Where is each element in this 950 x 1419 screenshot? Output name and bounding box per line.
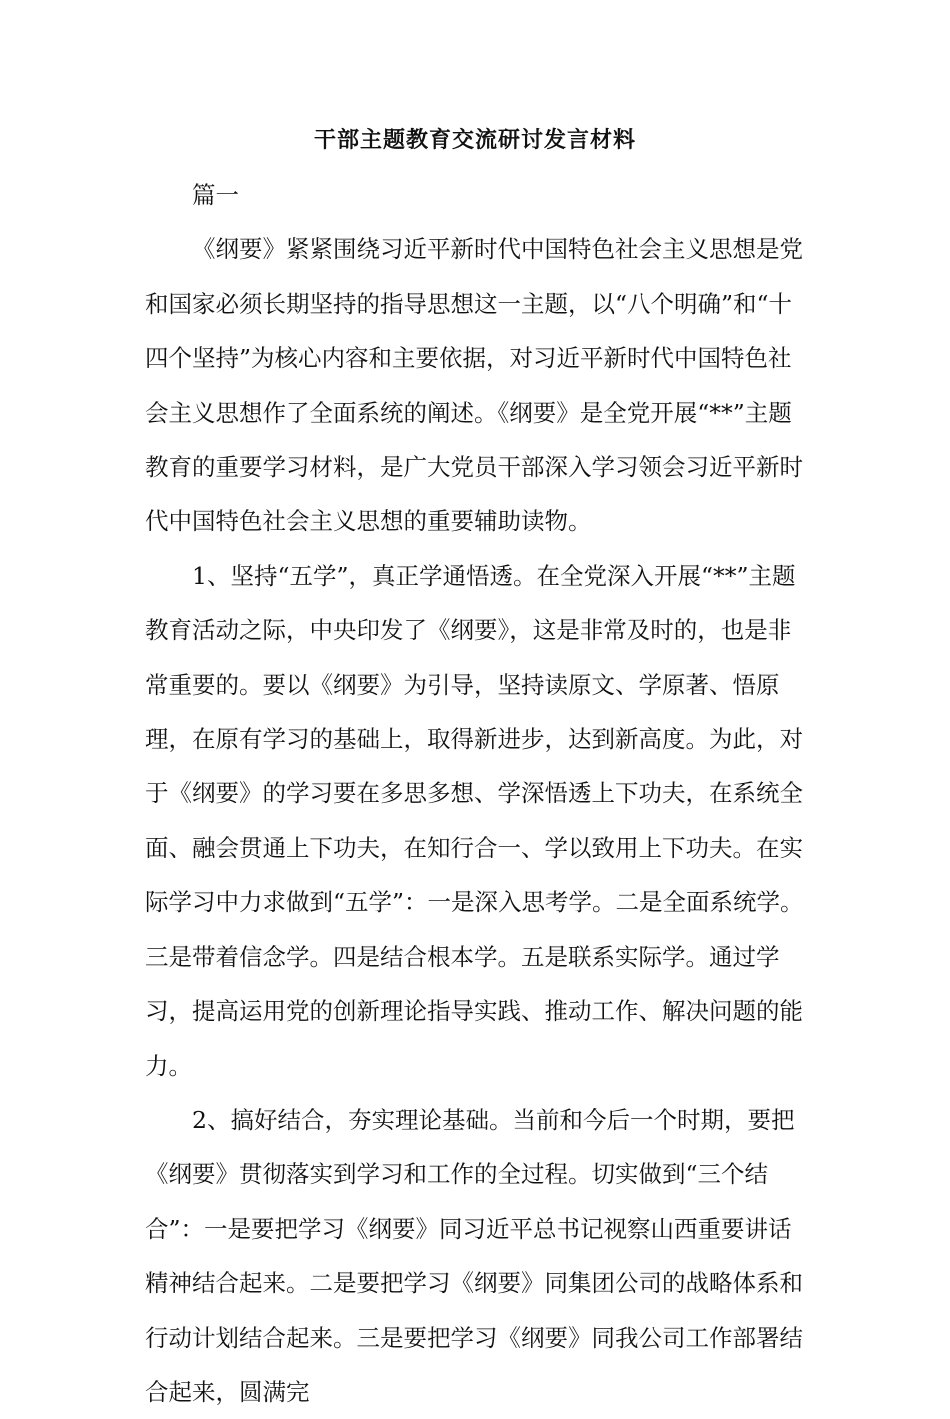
document-body: [145, 168, 810, 1419]
section-heading: 篇一: [192, 181, 239, 209]
paragraph-intro: 《纲要》紧紧围绕习近平新时代中国特色社会主义思想是党和国家必须长期坚持的指导思想这一主题，以“八个明确”和“十四个坚持”为核心内容和主要依据，对习近平新时代中国特色社会主义思想作了全面系统的阐述。《纲要》是全党开展“**”主题教育的重要学习材料，是广大党员干部深入学习领会习近平新时代中国特色社会主义思想的重要辅助读物。: [145, 235, 803, 536]
paragraph-point-2: 2、搞好结合，夯实理论基础。当前和今后一个时期，要把《纲要》贯彻落实到学习和工作的全过程。切实做到“三个结合”：一是要把学习《纲要》同习近平总书记视察山西重要讲话精神结合起来。二是要把学习《纲要》同集团公司的战略体系和行动计划结合起来。三是要把学习《纲要》同我公司工作部署结合起来，圆满完: [145, 1105, 803, 1406]
document-title: 干部主题教育交流研讨发言材料: [313, 127, 636, 153]
paragraph-point-1: 1、坚持“五学”，真正学通悟透。在全党深入开展“**”主题教育活动之际，中央印发了《纲要》，这是非常及时的，也是非常重要的。要以《纲要》为引导，坚持读原文、学原著、悟原理，在原有学习的基础上，取得新进步，达到新高度。为此，对于《纲要》的学习要在多思多想、学深悟透上下功夫，在系统全面、融会贯通上下功夫，在知行合一、学以致用上下功夫。在实际学习中力求做到“五学”：一是深入思考学。二是全面系统学。三是带着信念学。四是结合根本学。五是联系实际学。通过学习，提高运用党的创新理论指导实践、推动工作、解决问题的能力。: [145, 561, 804, 1080]
